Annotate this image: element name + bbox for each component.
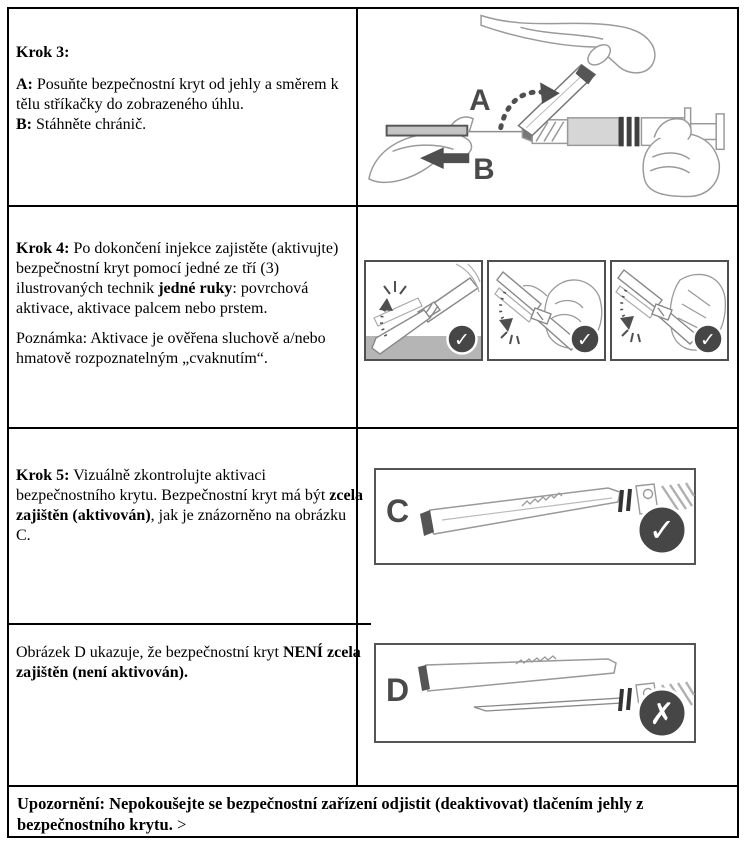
cell-krok4-text xyxy=(9,207,358,427)
check-circle-icon xyxy=(571,325,600,354)
obrazekD-bold: NENÍ zcela zajištěn (není aktivován). xyxy=(16,644,361,681)
step-a-label: A: xyxy=(16,76,33,93)
check-circle-icon xyxy=(638,506,686,554)
panel-thumb-activation xyxy=(487,260,606,361)
row-krok3 xyxy=(9,9,737,207)
figure-d-panel xyxy=(374,643,696,743)
cell-krok5-figures xyxy=(360,429,737,785)
obrazekD-text1: Obrázek D ukazuje, že bezpečnostní kryt xyxy=(16,644,283,661)
flip-arrow-head xyxy=(379,298,393,311)
krok5-bold: zcela zajištěn (aktivován) xyxy=(16,487,364,524)
figure-label-a: A xyxy=(469,83,491,117)
click-burst-icon xyxy=(501,332,519,344)
row-krok5 xyxy=(9,429,737,787)
krok3-body xyxy=(16,75,346,135)
krok5-text1: Vizuálně zkontrolujte aktivaci bezpečnostního krytu. Bezpečnostní kryt má být xyxy=(16,467,330,504)
click-burst-icon xyxy=(622,330,640,342)
krok5-text2: , jak je znázorněno na obrázku C. xyxy=(16,507,347,544)
cell-krok3-text xyxy=(9,9,358,205)
step-b-text: Stáhněte chránič. xyxy=(32,116,147,133)
click-burst-icon xyxy=(384,281,406,294)
panel-finger-activation xyxy=(610,260,729,361)
step-a-text: Posuňte bezpečnostní kryt od jehly a směrem k tělu stříkačky do zobrazeného úhlu. xyxy=(16,76,339,113)
instruction-table xyxy=(7,7,739,838)
cell-krok3-figure xyxy=(360,9,737,205)
upper-hand-icon xyxy=(481,16,655,73)
flip-arrow-head xyxy=(620,316,634,330)
figure-label-b: B xyxy=(473,152,495,186)
flip-arrow-head xyxy=(499,318,513,332)
warning-suffix: > xyxy=(172,815,187,834)
figure-label-d: D xyxy=(386,672,410,708)
krok3-illustration xyxy=(363,13,729,201)
warning-text xyxy=(9,787,737,835)
cell-krok4-figure xyxy=(360,207,737,427)
svg-text:✗: ✗ xyxy=(649,697,675,732)
svg-text:✓: ✓ xyxy=(700,329,716,351)
step-b-label: B: xyxy=(16,116,32,133)
panel-surface-activation xyxy=(364,260,483,361)
check-circle-icon xyxy=(694,325,723,354)
krok4-bold: jedné ruky xyxy=(158,280,233,297)
svg-text:✓: ✓ xyxy=(454,329,470,351)
cell-obrazekD-text xyxy=(9,588,371,785)
krok3-heading: Krok 3: xyxy=(16,44,70,61)
krok4-text2: : povrchová aktivace, aktivace palcem nebo prstem. xyxy=(16,280,309,317)
svg-text:✓: ✓ xyxy=(648,511,676,549)
krok4-body xyxy=(16,239,348,319)
krok5-label: Krok 5: xyxy=(16,467,70,484)
krok4-label: Krok 4: xyxy=(16,240,70,257)
svg-text:✓: ✓ xyxy=(577,329,593,351)
krok4-technique-panels xyxy=(364,260,729,361)
figure-label-c: C xyxy=(386,493,410,529)
krok4-note: Poznámka: Aktivace je ověřena sluchově a/nebo hmatově rozpoznatelným „cvaknutím“. xyxy=(16,330,326,367)
figure-c-panel xyxy=(374,468,696,565)
krok4-text1: Po dokončení injekce zajistěte (aktivujte) bezpečnostní kryt pomocí jedné ze tří (3) ilustrovaných technik xyxy=(16,240,339,297)
check-circle-icon xyxy=(448,325,477,354)
x-circle-icon xyxy=(638,689,686,737)
warning-bold: Upozornění: Nepokoušejte se bezpečnostní zařízení odjistit (deaktivovat) tlačením jehly z bezpečnostního krytu. xyxy=(17,794,644,834)
cell-krok5-left xyxy=(9,429,364,785)
row-warning xyxy=(9,787,737,836)
row-krok4 xyxy=(9,207,737,429)
needle-sheath xyxy=(387,126,468,136)
